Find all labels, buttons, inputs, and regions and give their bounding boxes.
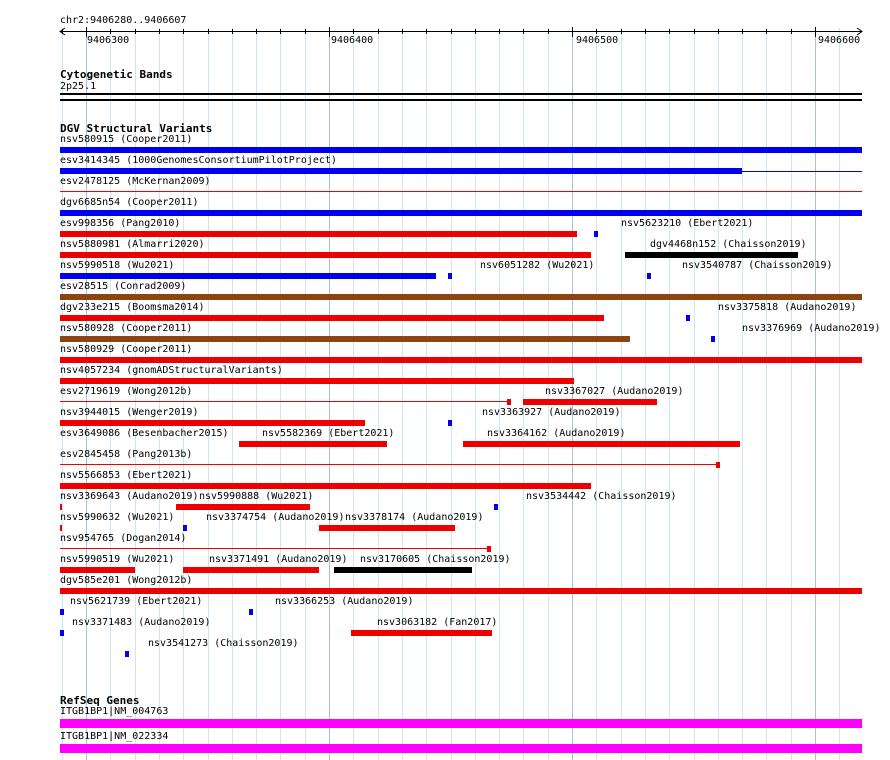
variant-bar	[60, 294, 862, 300]
gene-bar	[60, 744, 862, 753]
variant-bar	[60, 147, 862, 153]
variant-bar	[60, 252, 591, 258]
variant-label[interactable]: nsv5880981 (Almarri2020)	[60, 239, 205, 250]
variant-label[interactable]: nsv5990519 (Wu2021)	[60, 554, 175, 565]
variant-bar	[60, 378, 574, 384]
variant-label[interactable]: nsv3374754 (Audano2019)	[206, 512, 345, 523]
variant-bar	[523, 399, 657, 405]
dgv-track-title[interactable]: DGV Structural Variants	[60, 122, 213, 135]
variant-bar	[60, 273, 436, 279]
variant-marker	[686, 315, 690, 321]
variant-label[interactable]: nsv5990632 (Wu2021)	[60, 512, 175, 523]
refseq-track-title[interactable]: RefSeq Genes	[60, 694, 140, 707]
variant-label[interactable]: nsv580928 (Cooper2011)	[60, 323, 193, 334]
variant-marker	[183, 525, 187, 531]
variant-marker	[448, 420, 452, 426]
variant-bar	[60, 168, 742, 174]
variant-bar	[334, 567, 472, 573]
variant-label[interactable]: nsv3541273 (Chaisson2019)	[148, 638, 299, 649]
variant-marker	[594, 231, 598, 237]
variant-label[interactable]: nsv5990518 (Wu2021)	[60, 260, 175, 271]
variant-bar	[60, 336, 630, 342]
variant-label[interactable]: nsv6051282 (Wu2021)	[480, 260, 595, 271]
variant-label[interactable]: dgv585e201 (Wong2012b)	[60, 575, 193, 586]
ruler-tick-label-3: 9406500	[576, 35, 619, 46]
gene-bar	[60, 719, 862, 728]
variant-label[interactable]: esv28515 (Conrad2009)	[60, 281, 187, 292]
variant-bar	[183, 567, 319, 573]
variant-label[interactable]: nsv5990888 (Wu2021)	[199, 491, 314, 502]
variant-bar	[319, 525, 455, 531]
variant-bar	[351, 630, 492, 636]
variant-label[interactable]: nsv3944015 (Wenger2019)	[60, 407, 199, 418]
variant-label[interactable]: nsv3540787 (Chaisson2019)	[682, 260, 833, 271]
variant-label[interactable]: nsv3534442 (Chaisson2019)	[526, 491, 677, 502]
variant-marker	[647, 273, 651, 279]
variant-bar	[239, 441, 387, 447]
variant-label[interactable]: nsv3170605 (Chaisson2019)	[360, 554, 511, 565]
variant-label[interactable]: nsv5621739 (Ebert2021)	[70, 596, 203, 607]
variant-label[interactable]: nsv3367027 (Audano2019)	[545, 386, 684, 397]
variant-end-cap	[716, 462, 720, 468]
variant-bar	[176, 504, 310, 510]
gene-label[interactable]: ITGB1BP1|NM_004763	[60, 706, 169, 717]
variant-label[interactable]: nsv3378174 (Audano2019)	[345, 512, 484, 523]
variant-label[interactable]: nsv3371483 (Audano2019)	[72, 617, 211, 628]
variant-bar	[60, 357, 862, 363]
variant-bar	[60, 483, 591, 489]
variant-marker	[60, 630, 64, 636]
variant-bar	[463, 441, 740, 447]
variant-label[interactable]: nsv3376969 (Audano2019)	[742, 323, 881, 334]
variant-bar	[60, 567, 135, 573]
variant-label[interactable]: esv3649086 (Besenbacher2015)	[60, 428, 229, 439]
variant-label[interactable]: nsv3371491 (Audano2019)	[209, 554, 348, 565]
variant-label[interactable]: nsv3364162 (Audano2019)	[487, 428, 626, 439]
variant-bar	[60, 315, 604, 321]
variant-label[interactable]: esv998356 (Pang2010)	[60, 218, 181, 229]
variant-bar	[60, 210, 862, 216]
variant-label[interactable]: nsv580915 (Cooper2011)	[60, 134, 193, 145]
variant-marker	[249, 609, 253, 615]
ruler-tick-label-2: 9406400	[331, 35, 374, 46]
variant-end-cap	[487, 546, 491, 552]
variant-bar	[60, 588, 862, 594]
variant-label[interactable]: esv2845458 (Pang2013b)	[60, 449, 193, 460]
variant-marker	[125, 651, 129, 657]
gene-label[interactable]: ITGB1BP1|NM_022334	[60, 731, 169, 742]
variant-marker	[60, 609, 64, 615]
variant-label[interactable]: nsv5623210 (Ebert2021)	[621, 218, 754, 229]
variant-label[interactable]: nsv5566853 (Ebert2021)	[60, 470, 193, 481]
cytoband-bottom-line	[60, 99, 862, 101]
cytoband-track-title[interactable]: Cytogenetic Bands	[60, 68, 173, 81]
variant-label[interactable]: nsv5582369 (Ebert2021)	[262, 428, 395, 439]
variant-label[interactable]: nsv3369643 (Audano2019)	[60, 491, 199, 502]
variant-label[interactable]: nsv3366253 (Audano2019)	[275, 596, 414, 607]
ruler-tick-label-1: 9406300	[87, 35, 130, 46]
variant-label[interactable]: nsv3063182 (Fan2017)	[377, 617, 498, 628]
variant-label[interactable]: esv2719619 (Wong2012b)	[60, 386, 193, 397]
variant-label[interactable]: nsv4057234 (gnomADStructuralVariants)	[60, 365, 283, 376]
variant-end-cap	[507, 399, 511, 405]
variant-marker	[448, 273, 452, 279]
variant-label[interactable]: esv2478125 (McKernan2009)	[60, 176, 211, 187]
variant-label[interactable]: esv3414345 (1000GenomesConsortiumPilotProject)	[60, 155, 337, 166]
variant-label[interactable]: dgv233e215 (Boomsma2014)	[60, 302, 205, 313]
variant-bar	[60, 504, 62, 510]
variant-label[interactable]: nsv3375818 (Audano2019)	[718, 302, 857, 313]
cytoband-top-line	[60, 93, 862, 95]
variant-bar	[625, 252, 798, 258]
variant-label[interactable]: dgv6685n54 (Cooper2011)	[60, 197, 199, 208]
ruler-tick-label-4: 9406600	[818, 35, 861, 46]
variant-bar	[60, 231, 577, 237]
variant-bar	[60, 525, 62, 531]
variant-label[interactable]: nsv954765 (Dogan2014)	[60, 533, 187, 544]
variant-label[interactable]: dgv4468n152 (Chaisson2019)	[650, 239, 807, 250]
variant-marker	[711, 336, 715, 342]
variant-bar	[60, 420, 365, 426]
variant-label[interactable]: nsv3363927 (Audano2019)	[482, 407, 621, 418]
ruler-range-label: chr2:9406280..9406607	[60, 15, 187, 26]
variant-label[interactable]: nsv580929 (Cooper2011)	[60, 344, 193, 355]
cytoband-label: 2p25.1	[60, 81, 97, 92]
variant-marker	[494, 504, 498, 510]
